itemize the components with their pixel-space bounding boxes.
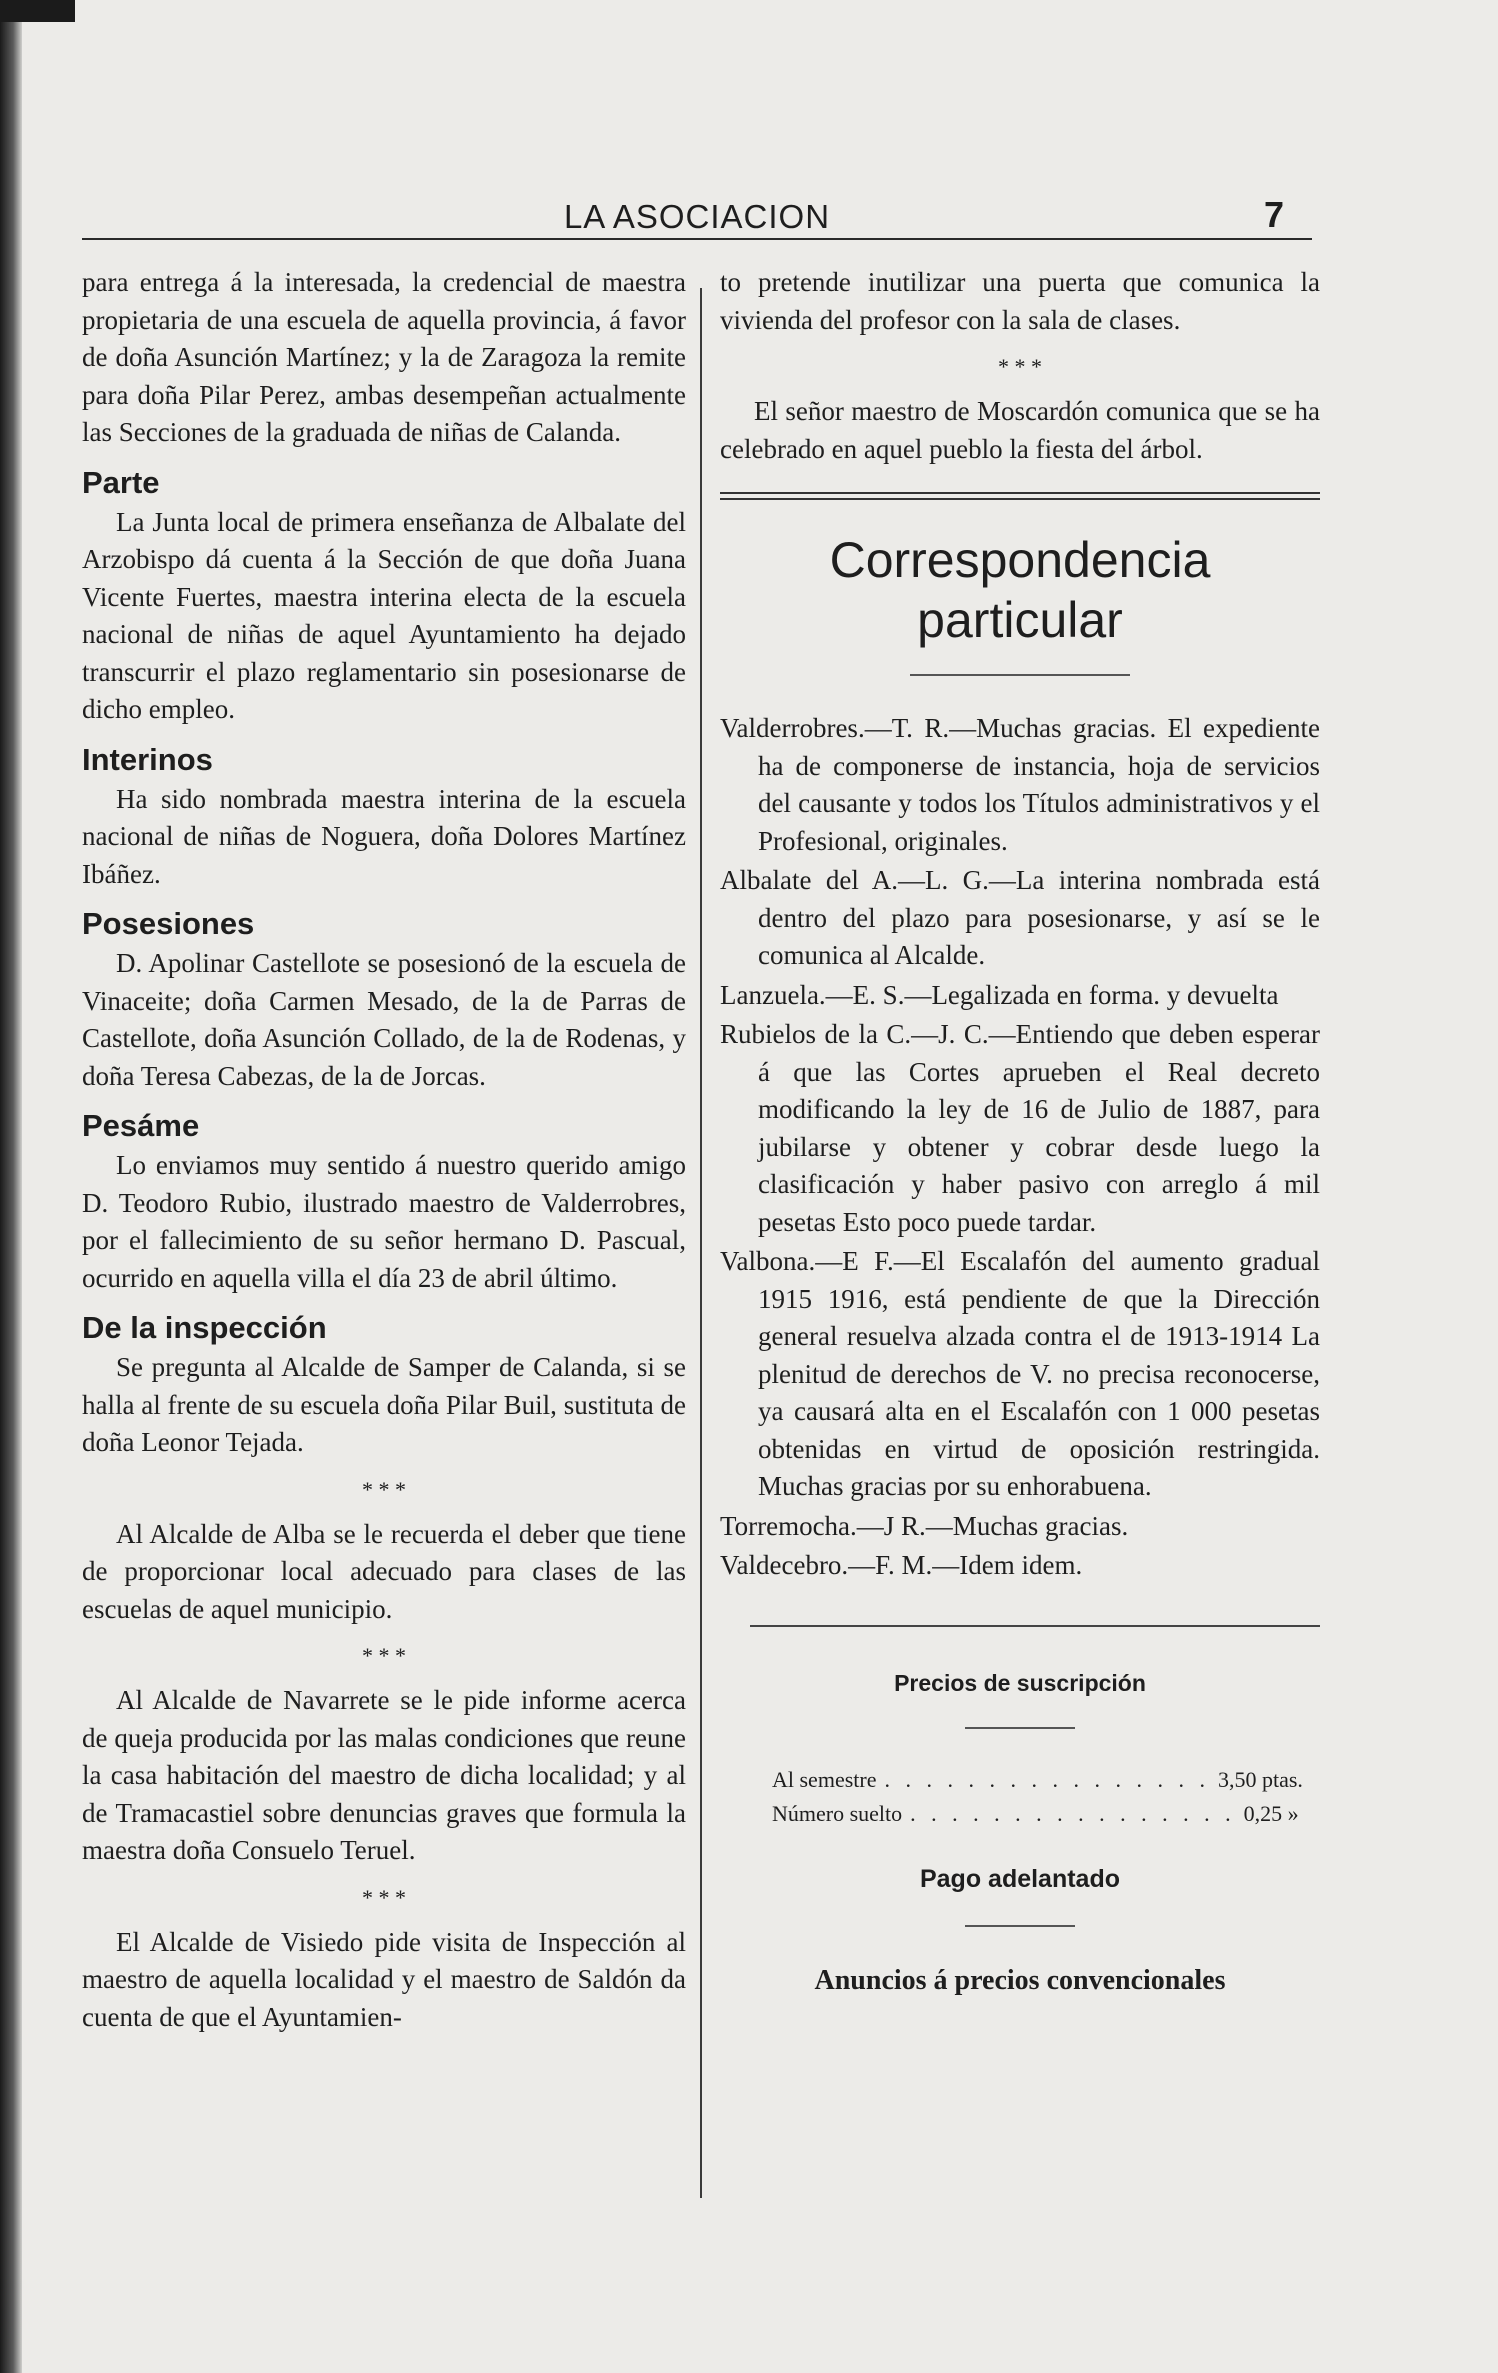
correspondence-entry: Torremocha.—J R.—Muchas gracias.: [720, 1510, 1129, 1541]
header-rule: [82, 238, 1312, 240]
page-binding-edge: [0, 0, 22, 2373]
continued-paragraph-right: to pretende inutilizar una puerta que comunica la vivienda del profesor con la sala de clases.: [720, 267, 1320, 335]
price-label: Al semestre: [772, 1766, 877, 1792]
price-label: Número suelto: [772, 1800, 903, 1826]
precios-title: Precios de suscripción: [894, 1669, 1146, 1696]
left-column: [82, 264, 686, 2036]
correspondence-entry: Valdecebro.—F. M.—Idem idem.: [720, 1550, 1083, 1580]
inspeccion-paragraph-4: El Alcalde de Visiedo pide visita de Inspección al maestro de aquella localidad y el maestro de Saldón da cuenta de que el Ayuntamien-: [82, 1926, 686, 2032]
asterism-separator: * * *: [998, 354, 1042, 379]
anuncios-line: Anuncios á precios convencionales: [814, 1964, 1226, 1996]
section-rule: [750, 1625, 1320, 1627]
inspeccion-paragraph-1: Se pregunta al Alcalde de Samper de Calanda, si se halla al frente de su escuela doña Pilar Buil, sustituta de doña Leonor Tejada.: [82, 1352, 686, 1457]
page-number: 7: [1263, 194, 1284, 235]
dot-leader: . . . . . . . . . . . . . . . .: [910, 1800, 1236, 1826]
correspondence-entry: Lanzuela.—E. S.—Legalizada en forma. y devuelta: [720, 979, 1279, 1010]
correspondence-entry: Valbona.—E F.—El Escalafón del aumento gradual 1915 1916, está pendiente de que la Dirección general resuelva alzada contra el de 1913-1914 La plenitud de derechos de V. no precisa reconocerse, ya causará alta en el Escalafón con 1 000 pesetas obtenidas en virtud de oposición restringida. Muchas gracias por su enhorabuena.: [720, 1246, 1320, 1501]
asterism-separator: * * *: [362, 1643, 406, 1668]
interinos-paragraph: Ha sido nombrada maestra interina de la escuela nacional de niñas de Noguera, doña Dolores Martínez Ibáñez.: [82, 783, 686, 889]
moscardon-paragraph: El señor maestro de Moscardón comunica que se ha celebrado en aquel pueblo la fiesta del árbol.: [720, 396, 1320, 464]
inspeccion-paragraph-2: Al Alcalde de Alba se le recuerda el deber que tiene de proporcionar local adecuado para clases de las escuelas de aquel municipio.: [82, 1518, 686, 1624]
correspondence-entry: Valderrobres.—T. R.—Muchas gracias. El expediente ha de componerse de instancia, hoja de servicios del causante y todos los Títulos administrativos y el Profesional, originales.: [720, 713, 1320, 856]
double-rule: [720, 492, 1320, 500]
section-heading-inspeccion: De la inspección: [82, 1310, 327, 1345]
asterism-separator: * * *: [362, 1476, 406, 1502]
inspeccion-paragraph-3: Al Alcalde de Navarrete se le pide informe acerca de queja producida por las malas condiciones que reune la casa habitación del maestro de dicha localidad; y al de Tramacastiel sobre denuncias graves que formula la maestra doña Consuelo Teruel.: [82, 1685, 686, 1865]
section-heading-pesame: Pesáme: [82, 1108, 200, 1143]
dot-leader: . . . . . . . . . . . . . . . .: [884, 1766, 1210, 1792]
correspondence-list: [720, 710, 1320, 1585]
short-rule: [910, 674, 1130, 676]
pago-adelantado: Pago adelantado: [919, 1864, 1121, 1893]
section-heading-parte: Parte: [82, 464, 160, 500]
price-row-semestre: [720, 1763, 1320, 1797]
right-column: [720, 264, 1320, 2001]
parte-paragraph: La Junta local de primera enseñanza de Albalate del Arzobispo dá cuenta á la Sección de que doña Juana Vicente Fuertes, maestra interina electa de la escuela nacional de niñas de aquel Ayuntamiento ha dejado transcurrir el plazo reglamentario sin posesionarse de dicho empleo.: [82, 506, 686, 724]
running-header: [82, 192, 1312, 240]
section-heading-interinos: Interinos: [82, 741, 213, 777]
section-heading-posesiones: Posesiones: [82, 906, 255, 941]
price-row-numero: [720, 1797, 1320, 1831]
short-rule: [965, 1925, 1075, 1927]
asterism-separator: * * *: [362, 1884, 406, 1910]
continued-paragraph: para entrega á la interesada, la credencial de maestra propietaria de una escuela de aquella provincia, á favor de doña Asunción Martínez; y la de Zaragoza la remite para doña Pilar Perez, ambas desempeñan actualmente las Secciones de la graduada de niñas de Calanda.: [82, 267, 686, 447]
correspondence-entry: Rubielos de la C.—J. C.—Entiendo que deben esperar á que las Cortes aprueben el Real decreto modificando la ley de 16 de Julio de 1887, para jubilarse y obtener y cobrar desde luego la clasificación y haber pasivo con arreglo á mil pesetas Esto poco puede tardar.: [720, 1019, 1320, 1237]
short-rule: [965, 1727, 1075, 1729]
correspondencia-title: Correspondencia particular: [829, 532, 1211, 648]
posesiones-paragraph: D. Apolinar Castellote se posesionó de la escuela de Vinaceite; doña Carmen Mesado, de la de Parras de Castellote, doña Asunción Collado, de la de Rodenas, y doña Teresa Cabezas, de la de Jorcas.: [82, 948, 686, 1091]
binding-corner: [0, 0, 75, 22]
price-value: 3,50 ptas.: [1217, 1766, 1303, 1792]
pesame-paragraph: Lo enviamos muy sentido á nuestro querido amigo D. Teodoro Rubio, ilustrado maestro de Valderrobres, por el fallecimiento de su señor hermano D. Pascual, ocurrido en aquella villa el día 23 de abril último.: [82, 1150, 686, 1293]
correspondence-entry: Albalate del A.—L. G.—La interina nombrada está dentro del plazo para posesionarse, y así se le comunica al Alcalde.: [720, 865, 1320, 970]
publication-title: LA ASOCIACION: [563, 198, 831, 235]
column-divider: [700, 288, 702, 2198]
price-value: 0,25 »: [1243, 1800, 1299, 1826]
